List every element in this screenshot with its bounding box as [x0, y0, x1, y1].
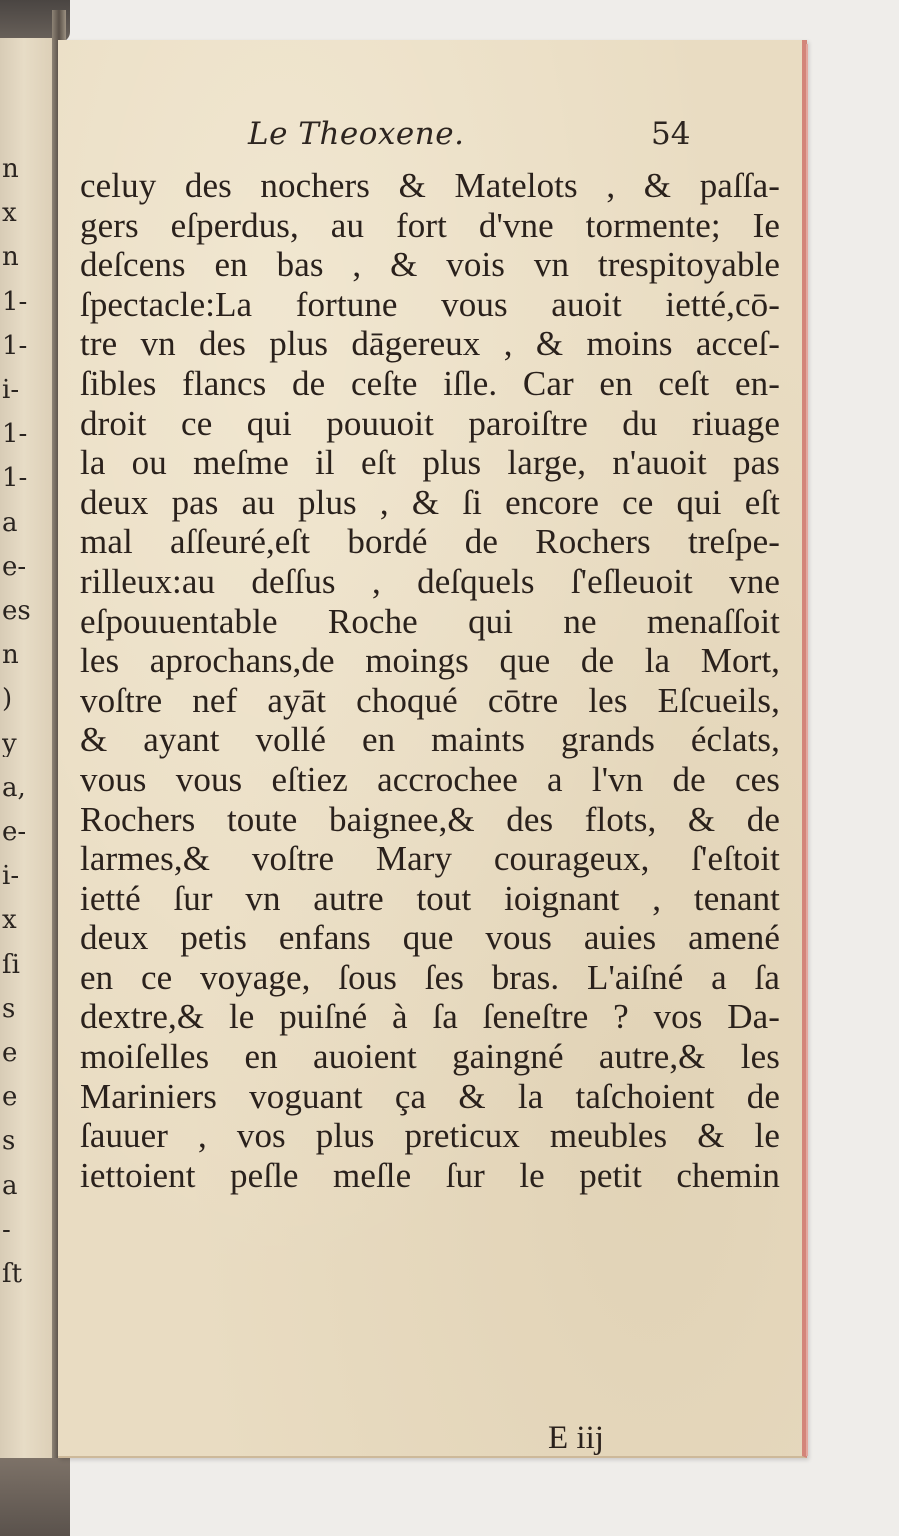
text-line: la ou meſme il eſt plus large, n'auoit pas — [80, 443, 780, 483]
text-line: celuy des nochers & Matelots , & paſſa- — [80, 166, 780, 205]
left-page-line-fragment: a — [2, 509, 18, 536]
left-page-line-fragment: ſi — [2, 951, 20, 978]
left-page-line-fragment: 1- — [2, 332, 28, 359]
left-page-line-fragment: 1- — [2, 421, 28, 448]
text-line: ſauuer , vos plus preticux meubles & le — [80, 1116, 780, 1156]
left-page-line-fragment: a, — [2, 774, 26, 801]
running-title: Le Theoxene. — [248, 116, 465, 152]
text-line: eſpouuentable Roche qui ne menaſſoit — [80, 601, 780, 641]
left-page-line-fragment: ſt — [2, 1261, 23, 1287]
book-page — [58, 40, 807, 1458]
text-line: voſtre nef ayāt choqué cōtre les Eſcueils, — [80, 680, 780, 720]
text-line: Mariniers voguant ça & la taſchoient de — [80, 1076, 780, 1116]
left-page-fragments — [0, 38, 58, 1458]
left-page-line-fragment: e — [2, 1040, 18, 1066]
text-line: ſibles flancs de ceſte iſle. Car en ceſt en- — [80, 363, 780, 403]
left-page-line-fragment: y — [2, 730, 17, 757]
left-page-line-fragment: s — [2, 995, 16, 1022]
left-page-line-fragment: es — [2, 598, 31, 624]
left-page-line-fragment: e- — [2, 819, 27, 845]
text-line: les aprochans,de moings que de la Mort, — [80, 641, 780, 681]
left-page-line-fragment: ) — [2, 686, 13, 713]
text-line: deux pas au plus , & ſi encore ce qui eſt — [80, 482, 780, 522]
running-head — [58, 116, 802, 156]
left-page-line-fragment: x — [2, 200, 17, 227]
text-line: en ce voyage, ſous ſes bras. L'aiſné a ſa — [80, 957, 780, 997]
left-page-line-fragment: e — [2, 1084, 18, 1111]
left-page-line-fragment: n — [2, 244, 19, 271]
text-line: vous vous eſtiez accrochee a l'vn de ces — [80, 759, 780, 799]
page-edge — [806, 44, 808, 1456]
text-line: ietté ſur vn autre tout ioignant , tenant — [80, 878, 780, 918]
text-line: ſpectacle:La fortune vous auoit ietté,cō- — [80, 284, 780, 324]
left-page-line-fragment: n — [2, 156, 19, 182]
text-line: & ayant vollé en maints grands éclats, — [80, 720, 780, 760]
text-line: larmes,& voſtre Mary courageux, ſ'eſtoit — [80, 839, 780, 879]
text-line: rilleux:au deſſus , deſquels ſ'eſleuoit vne — [80, 561, 780, 601]
text-line: dextre,& le puiſné à ſa ſeneſtre ? vos Da- — [80, 997, 780, 1037]
left-page-line-fragment: x — [2, 907, 17, 934]
text-line: mal aſſeuré,eſt bordé de Rochers treſpe- — [80, 522, 780, 562]
text-line: Rochers toute baignee,& des flots, & de — [80, 799, 780, 839]
left-page-line-fragment: e- — [2, 553, 27, 580]
page-number: 54 — [651, 116, 691, 152]
left-page-line-fragment: 1- — [2, 288, 28, 315]
book-binding-bottom — [0, 1458, 70, 1536]
left-page-line-fragment: n — [2, 642, 19, 669]
left-facing-page — [0, 38, 60, 1458]
body-text — [80, 166, 780, 1195]
text-line: deſcens en bas , & vois vn trespitoyable — [80, 245, 780, 285]
text-line: tre vn des plus dāgereux , & moins acceſ- — [80, 324, 780, 364]
text-line: gers eſperdus, au fort d'vne tormente; Ie — [80, 205, 780, 245]
text-line: iettoient peſle meſle ſur le petit chemin — [80, 1155, 780, 1195]
text-line: deux petis enfans que vous auies amené — [80, 918, 780, 958]
left-page-line-fragment: i- — [2, 377, 20, 403]
left-page-line-fragment: 1- — [2, 465, 28, 492]
text-line: moiſelles en auoient gaingné autre,& les — [80, 1037, 780, 1077]
left-page-line-fragment: - — [2, 1216, 11, 1243]
text-line: droit ce qui pouuoit paroiſtre du riuage — [80, 403, 780, 443]
left-page-line-fragment: s — [2, 1128, 16, 1155]
signature-mark: E iij — [548, 1420, 604, 1456]
left-page-line-fragment: i- — [2, 863, 20, 890]
left-page-line-fragment: a — [2, 1172, 18, 1199]
